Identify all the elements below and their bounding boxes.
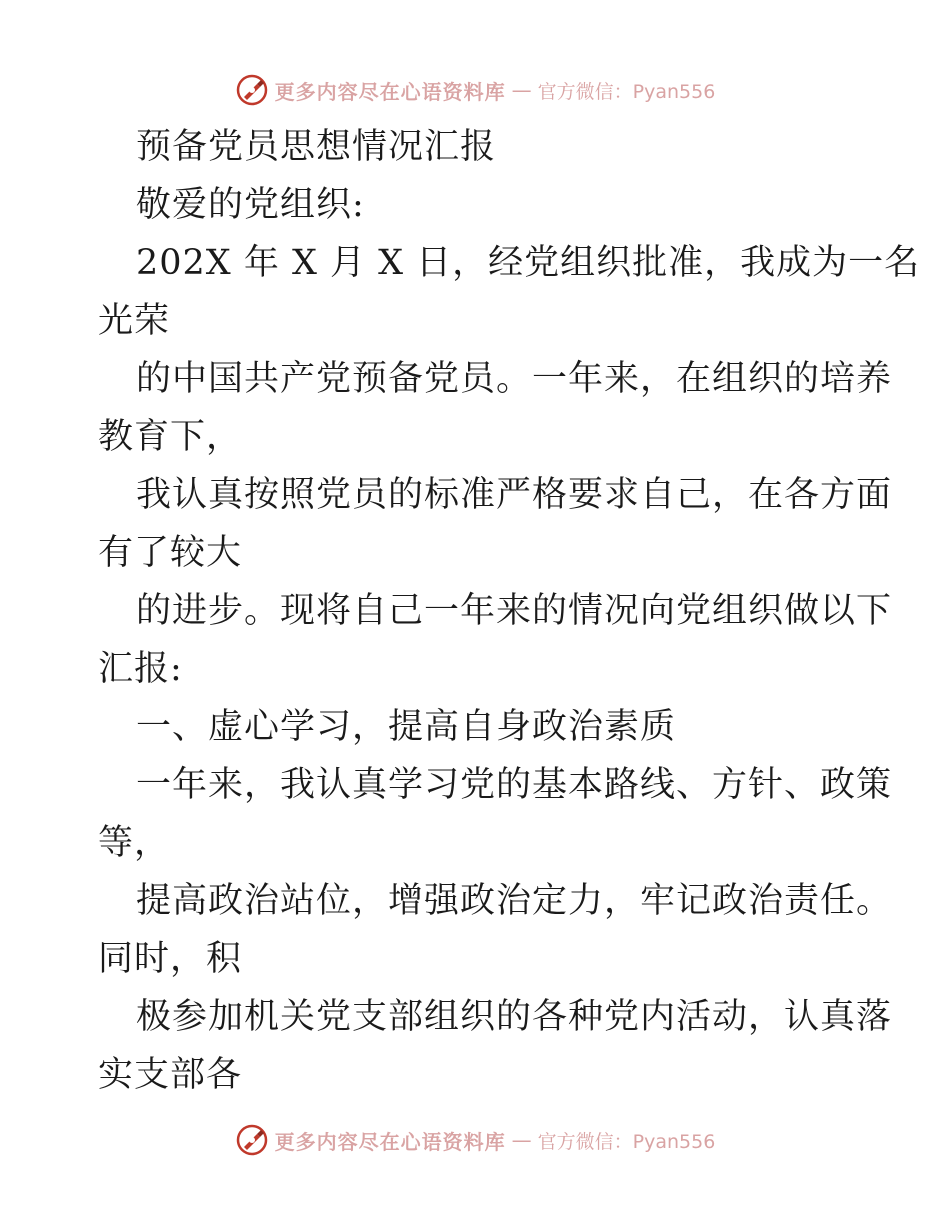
watermark-contact: 官方微信：Pyan556 [537, 80, 716, 103]
paragraph-line: 教育下， [98, 417, 243, 457]
paragraph-line: 预备党员思想情况汇报 [136, 127, 497, 167]
watermark-brand: 更多内容尽在心语资料库 [274, 79, 506, 104]
paragraph-line: 极参加机关党支部组织的各种党内活动，认真落 [136, 997, 893, 1037]
watermark-dash: — [511, 78, 532, 102]
pen-logo-icon [235, 1123, 269, 1157]
paragraph-line: 实支部各 [98, 1055, 243, 1095]
paragraph-line: 有了较大 [98, 533, 243, 573]
document-body [98, 118, 921, 1104]
watermark-dash: — [511, 1128, 532, 1152]
paragraph-line: 等， [98, 823, 171, 863]
paragraph-line: 提高政治站位，增强政治定力，牢记政治责任。 [136, 881, 893, 921]
watermark-contact: 官方微信：Pyan556 [537, 1130, 716, 1153]
paragraph-line: 的进步。现将自己一年来的情况向党组织做以下 [136, 591, 893, 631]
header-watermark [0, 70, 950, 110]
paragraph-line: 202X 年 X 月 X 日，经党组织批准，我成为一名 [136, 243, 921, 283]
pen-logo-icon [235, 73, 269, 107]
paragraph-line: 光荣 [98, 301, 171, 341]
paragraph-line: 敬爱的党组织: [136, 185, 365, 225]
paragraph-line: 汇报: [98, 649, 183, 689]
paragraph-line: 一年来，我认真学习党的基本路线、方针、政策 [136, 765, 893, 805]
watermark-brand: 更多内容尽在心语资料库 [274, 1129, 506, 1154]
paragraph-line: 的中国共产党预备党员。一年来，在组织的培养 [136, 359, 893, 399]
paragraph-line: 同时，积 [98, 939, 243, 979]
paragraph-line: 一、虚心学习，提高自身政治素质 [136, 707, 677, 747]
footer-watermark [0, 1120, 950, 1160]
paragraph-line: 我认真按照党员的标准严格要求自己，在各方面 [136, 475, 893, 515]
